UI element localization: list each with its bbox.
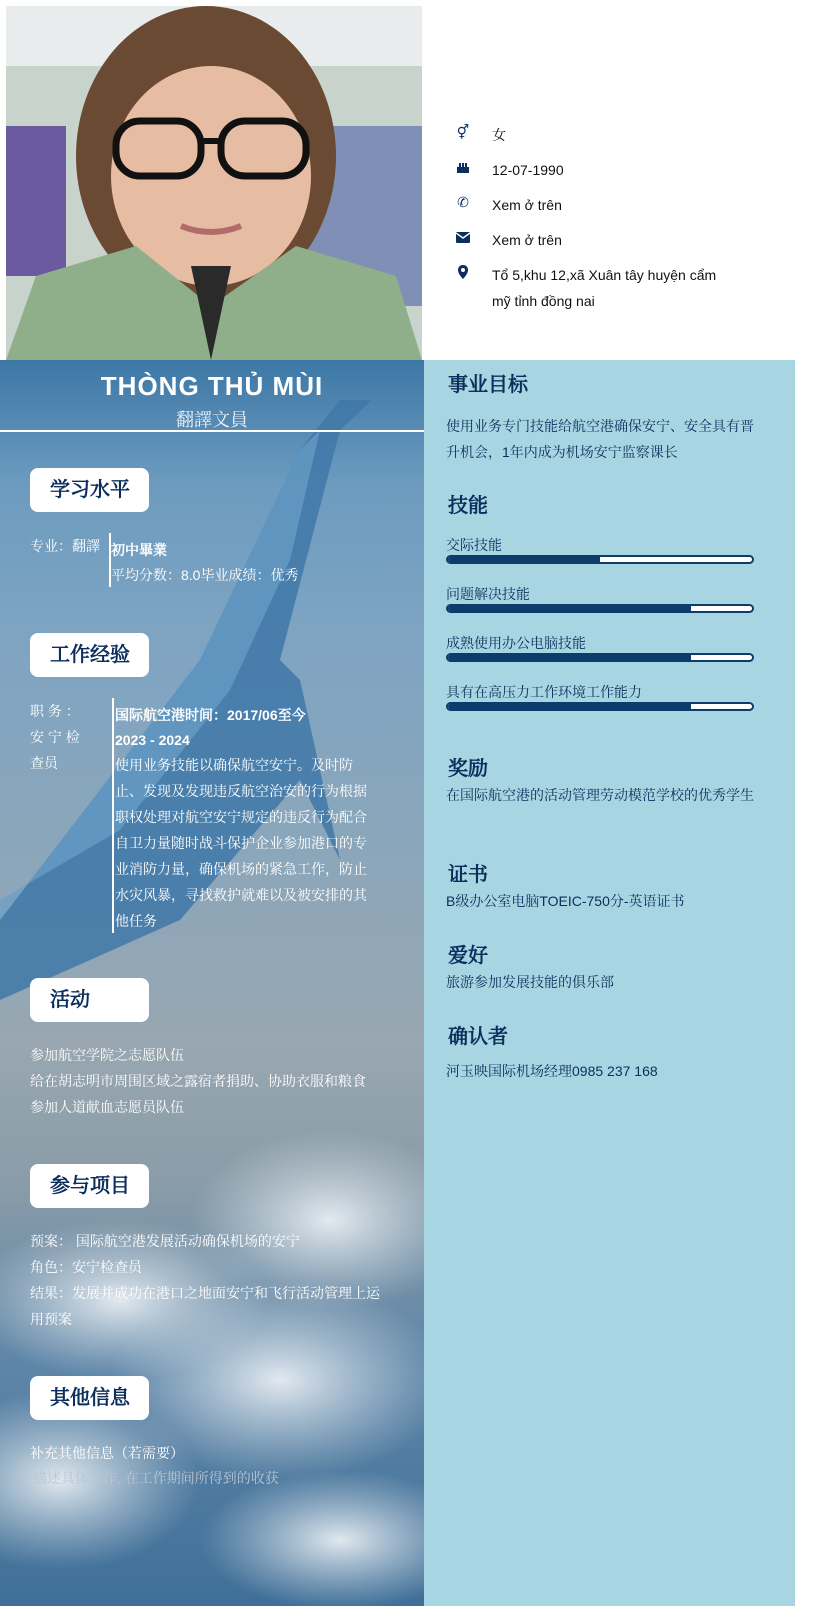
objective-heading: 事业目标 — [448, 374, 528, 396]
skill-label: 成熟使用办公电脑技能 — [446, 635, 586, 651]
skill-label: 交际技能 — [446, 537, 502, 553]
activity-item: 参加人道献血志愿员队伍 — [30, 1099, 184, 1115]
skill-label: 具有在高压力工作环境工作能力 — [446, 684, 642, 700]
hobbies-text: 旅游参加发展技能的俱乐部 — [446, 974, 614, 990]
email-row — [456, 227, 732, 253]
job-title: 翻譯文員 — [176, 410, 248, 430]
skill-bar — [446, 604, 754, 613]
skills-heading: 技能 — [448, 495, 488, 517]
name-divider — [0, 430, 424, 432]
education-score: 平均分数：8.0毕业成绩：优秀 — [111, 567, 299, 583]
project-result: 结果：发展并成功在港口之地面安宁和飞行活动管理上运用预案 — [30, 1285, 380, 1327]
profile-photo-image — [6, 6, 422, 360]
education-school: 初中畢業 — [111, 542, 167, 558]
objective-text: 使用业务专门技能给航空港确保安宁、安全具有晋升机会，1年内成为机场安宁监察课长 — [446, 418, 754, 460]
hobbies-heading: 爱好 — [448, 945, 488, 967]
references-text: 河玉映国际机场经理0985 237 168 — [446, 1063, 658, 1079]
phone-value: Xem ở trên — [492, 197, 562, 213]
projects-heading: 参与项目 — [30, 1164, 149, 1208]
skill-bar — [446, 653, 754, 662]
profile-photo — [6, 6, 422, 360]
address-value: Tổ 5,khu 12,xã Xuân tây huyện cẩm mỹ tỉnh đồng nai — [492, 267, 717, 309]
other-info-placeholder: 描述具体工作, 在工作期间所得到的收获 — [33, 1470, 279, 1486]
experience-description: 使用业务技能以确保航空安宁。及时防止、发现及发现违反航空治安的行为根据职权处理对航空安宁规定的违反行为配合自卫力量随时战斗保护企业参加港口的专业消防力量，确保机场的紧急工作，防止水灾风暴，寻找救护就难以及被安排的其他任务 — [115, 757, 367, 929]
right-column — [424, 360, 795, 1606]
experience-period: 2023 - 2024 — [115, 732, 190, 748]
project-plan: 预案： 国际航空港发展活动确保机场的安宁 — [30, 1233, 300, 1249]
references-heading: 确认者 — [448, 1026, 508, 1048]
phone-icon: ✆ — [457, 193, 469, 210]
email-value: Xem ở trên — [492, 232, 562, 248]
person-name: THÒNG THỦ MÙI — [100, 371, 324, 401]
skill-bar — [446, 702, 754, 711]
education-heading: 学习水平 — [30, 468, 149, 512]
contact-panel — [424, 0, 822, 360]
gender-value: 女 — [492, 127, 506, 143]
activities-heading: 活动 — [30, 978, 149, 1022]
location-pin-icon — [456, 263, 470, 281]
skill-bar — [446, 555, 754, 564]
experience-company: 国际航空港时间：2017/06至今 — [115, 707, 306, 723]
experience-position-line-3: 查员 — [30, 755, 58, 771]
experience-position-line-1: 职 务 ： — [30, 703, 80, 719]
education-major: 专业：翻譯 — [30, 538, 100, 554]
phone-row — [456, 192, 732, 218]
birthday-value: 12-07-1990 — [492, 162, 564, 178]
email-icon — [456, 228, 470, 246]
project-role: 角色：安宁检查员 — [30, 1259, 142, 1275]
address-row — [456, 262, 732, 314]
gender-icon: ⚥ — [456, 123, 470, 140]
awards-heading: 奖励 — [448, 758, 488, 780]
gender-row — [456, 122, 732, 148]
skill-bar-fill — [448, 704, 691, 709]
awards-text: 在国际航空港的活动管理劳动模范学校的优秀学生 — [446, 787, 754, 803]
skill-label: 问题解决技能 — [446, 586, 530, 602]
experience-position-line-2: 安 宁 检 — [30, 729, 80, 745]
skill-bar-fill — [448, 557, 600, 562]
birthday-cake-icon — [456, 158, 470, 176]
activity-item: 给在胡志明市周围区域之露宿者捐助、协助衣服和粮食 — [30, 1073, 366, 1089]
experience-divider — [112, 698, 114, 933]
skill-bar-fill — [448, 606, 691, 611]
other-info-line: 补充其他信息（若需要） — [30, 1445, 184, 1461]
other-info-heading: 其他信息 — [30, 1376, 149, 1420]
activity-item: 参加航空学院之志愿队伍 — [30, 1047, 184, 1063]
birthday-row — [456, 157, 732, 183]
certificates-text: B级办公室电脑TOEIC-750分-英语证书 — [446, 893, 685, 909]
skill-bar-fill — [448, 655, 691, 660]
certificates-heading: 证书 — [448, 864, 488, 886]
experience-heading: 工作经验 — [30, 633, 149, 677]
